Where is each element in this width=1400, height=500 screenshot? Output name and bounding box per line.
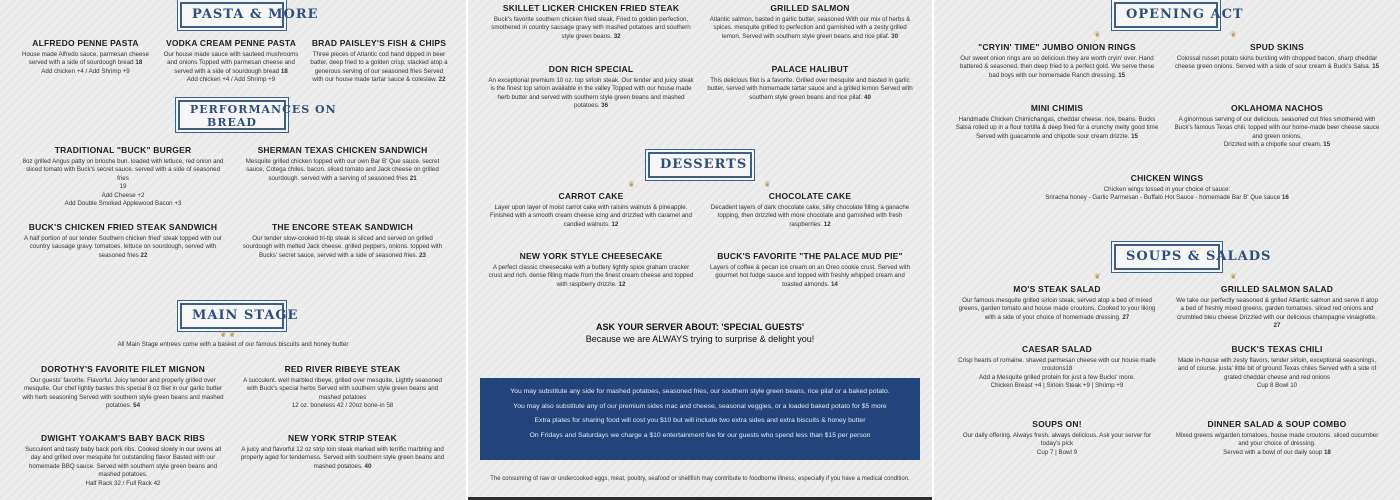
item-extra: Add a Mesquite grilled protein for just a few Bucks' more. (979, 373, 1135, 381)
item-name: SOUPS ON! (1032, 419, 1082, 429)
menu-item (954, 419, 1160, 457)
item-name: THE ENCORE STEAK SANDWICH (271, 222, 413, 232)
flourish-icon: ❦ (628, 180, 635, 189)
item-name: SPUD SKINS (1250, 42, 1304, 52)
item-addon: Add chicken +4 / Add Shrimp +9 (41, 67, 130, 75)
menu-page-left (0, 0, 466, 500)
section-title: PASTA & MORE (192, 7, 319, 22)
menu-item (1034, 173, 1300, 203)
menu-item (1174, 42, 1380, 72)
info-line: You may also substitute any of our premium sides mac and cheese, seasonal veggies, or a loaded baked potato for $5 more (513, 402, 887, 410)
menu-page-right (934, 0, 1400, 500)
item-name: DWIGHT YOAKAM'S BABY BACK RIBS (40, 433, 206, 443)
menu-item (1174, 103, 1380, 150)
item-description: This delicious filet is a favorite. Grilled over mesquite and basted in garlic butter, served with homemade tartar sauce and a grilled lemon Served with southern style green beans and rice pilaf. 40 (707, 77, 913, 101)
special-guests-subtitle: Because we are ALWAYS trying to surprise & delight you! (585, 334, 815, 344)
item-name: NEW YORK STYLE CHEESECAKE (519, 251, 663, 261)
item-name: CARROT CAKE (558, 191, 624, 201)
menu-item (20, 145, 226, 208)
menu-item (486, 3, 696, 41)
item-name: BRAD PAISLEY'S FISH & CHIPS (311, 38, 447, 48)
menu-item (1174, 419, 1380, 457)
section-banner-desserts (648, 152, 752, 178)
info-line: On Fridays and Saturdays we charge a $10 entertainment fee for our guests who spend less than $15 per person (529, 431, 871, 439)
flourish-icon: ❦ (1094, 272, 1101, 281)
section-title: SOUPS & SALADS (1126, 249, 1272, 264)
menu-item (1174, 284, 1380, 331)
item-name: PALACE HALIBUT (771, 64, 849, 74)
menu-item (240, 222, 445, 260)
section-banner-performances (178, 100, 337, 130)
item-name: TRADITIONAL "BUCK" BURGER (54, 145, 192, 155)
item-description: Made in-house with zesty flavors, tender sirloin, exceptional seasonings, and of course. justa' little bit of ground Texas chiles Served with a side of grated cheddar cheese and red onions (1177, 357, 1377, 381)
menu-item (240, 145, 445, 183)
item-description: Our house made sauce with sauteed mushrooms and onions Topped with parmesan cheese and served with a side of sourdough bread 18 (163, 51, 299, 75)
item-extra: Chicken Breast +4 | Sirloin Steak +9 | Shrimp +9 (990, 382, 1124, 390)
section-banner-soups-salads (1114, 244, 1272, 270)
item-name: DOROTHY'S FAVORITE FILET MIGNON (41, 364, 205, 374)
section-title: OPENING ACT (1126, 7, 1244, 22)
item-description: Handmade Chicken Chimichangas, cheddar cheese. rice, beans. Bucks Salsa rolled up in a flour tortilla & deep fried for a crunchy melty good time Served with guacamole and chipotle sour cream drizzle. 15 (955, 116, 1159, 140)
item-description: Colossal russet potato skins bursting with chopped bacon, sharp cheddar cheese green onions. Served with a side of sour cream & Buck's Salsa. 15 (1174, 55, 1380, 71)
menu-item (160, 38, 302, 85)
item-name: GRILLED SALMON SALAD (1220, 284, 1334, 294)
section-banner-pasta (180, 2, 319, 28)
item-description: House made Alfredo sauce, parmesan cheese served with a side of sourdough bread 18 (22, 51, 149, 67)
item-name: BUCK'S CHICKEN FRIED STEAK SANDWICH (28, 222, 218, 232)
flourish-icon: ❦ (764, 180, 771, 189)
item-name: VODKA CREAM PENNE PASTA (165, 38, 297, 48)
item-name: NEW YORK STRIP STEAK (287, 433, 397, 443)
item-description: Our famous mesquite grilled sirloin steak, served atop a bed of mixed greens, garden tomato and house made croutons. Cooked to your liking with a side of your choice of homemade dressing. 27 (958, 297, 1156, 321)
menu-item (486, 191, 696, 229)
item-description: Decadent layers of dark chocolate cake, silky chocolate filling a ganache topping, then drizzled with more chocolate and garnished with fresh raspberries. 12 (710, 204, 910, 228)
item-name: SHERMAN TEXAS CHICKEN SANDWICH (257, 145, 428, 155)
flourish-icon: ❦ ❦ (220, 330, 236, 339)
item-description: Succulent and tasty baby back pork ribs. Cooked slowly in our ovens all day and grilled over mesquite for outstanding flavor Basted with our homemade BBQ sauce. Served with southern style green beans and mashed potatoes. (24, 446, 222, 479)
menu-item (18, 38, 153, 76)
item-name: OKLAHOMA NACHOS (1231, 103, 1323, 113)
item-description: We take our perfectly seasoned & grilled Atlantic salmon and serve it atop a bed of freshly mixed greens, garden tomatoes. sliced red onions and crumbled bleu cheese Drizzled with our delicious champagne vinaigrette. 27 (1176, 297, 1378, 330)
item-description: An exceptional premium 10 oz. top sirloin steak. Our tender and juicy steak is the finest top sirloin available in the valley Topped with our house made herb butter and served with southern style green beans and mashed potatoes. 36 (488, 77, 694, 110)
item-name: "CRYIN' TIME" JUMBO ONION RINGS (978, 42, 1136, 52)
menu-item (20, 433, 226, 488)
item-name: RED RIVER RIBEYE STEAK (284, 364, 401, 374)
substitution-info-box (480, 378, 920, 460)
item-name: DON RICH SPECIAL (548, 64, 634, 74)
item-description: Chicken wings tossed in your choice of sauce: (1103, 186, 1231, 193)
item-description: 8oz grilled Angus patty on brioche bun. loaded with lettuce, red onion and sliced tomato with Buck's secret sauce. served with a side of seasoned fries 19 (22, 158, 224, 191)
item-extra: Drizzled with a chipotle sour cream. 15 (1223, 141, 1331, 149)
item-description: A ginormous serving of our delicious. seasoned cut fries smothered with Buck's famous Texas chili. topped with our home-made beer cheese sauce and green onions. (1174, 116, 1380, 140)
menu-item (486, 251, 696, 289)
item-description: Three pieces of Atlantic cod hand dipped in beer batter, deep fried to a golden crisp, stacked atop a generous serving of our seasoned fries Served with our house made tartar sauce & coleslaw. 22 (310, 51, 448, 84)
section-title: DESSERTS (660, 157, 748, 172)
info-line: Extra plates for sharing food will cost you $10 but will include two extra sides and extra biscuits & honey butter (534, 417, 866, 424)
flourish-icon: ❦ (1230, 30, 1237, 39)
info-line: You may substitute any side for mashed potatoes, seasoned fries, our southern style green beans, rice pilaf or a baked potato. (510, 388, 890, 395)
item-description: A perfect classic cheesecake with a buttery lightly spice graham cracker crust and rich. dense filling made from the finest cream cheese and topped with raspberry drizzle. 12 (488, 264, 694, 288)
item-description: Layers of coffee & pecan ice cream on an Oreo cookie crust. Served with gourmet hot fudge sauce and topped with freshly whipped cream and toasted almonds. 14 (709, 264, 911, 288)
menu-item (706, 191, 914, 229)
item-price-line: Half Rack 32 / Full Rack 42 (85, 479, 161, 487)
menu-item (706, 64, 914, 102)
item-name: GRILLED SALMON (770, 3, 850, 13)
menu-item (954, 284, 1160, 322)
item-description: Mixed greens w/garden tomatoes, house made croutons. sliced cucumber and your choice of dressing. (1175, 432, 1379, 448)
flourish-icon: ❦ (1094, 30, 1101, 39)
menu-item (310, 38, 448, 85)
item-name: CHOCOLATE CAKE (768, 191, 852, 201)
section-banner-opening-act (1114, 2, 1244, 28)
menu-item (954, 344, 1160, 391)
section-title: MAIN STAGE (192, 308, 299, 323)
flourish-icon: ❦ (1230, 272, 1237, 281)
item-name: CAESAR SALAD (1022, 344, 1092, 354)
section-title: PERFORMANCES ON (190, 103, 337, 116)
item-addon: Add Cheese +2 (101, 191, 145, 199)
menu-page-middle (468, 0, 932, 500)
item-name: MINI CHIMIS (1030, 103, 1084, 113)
item-name: BUCK'S TEXAS CHILI (1231, 344, 1323, 354)
menu-item (1174, 344, 1380, 391)
item-name: MO'S STEAK SALAD (1013, 284, 1101, 294)
menu-item (954, 42, 1160, 80)
item-price-line: 12 oz. boneless 42 / 20oz bone-in 58 (291, 402, 394, 410)
menu-item (486, 64, 696, 111)
item-addon: Add Double Smoked Applewood Bacon +3 (64, 200, 182, 208)
menu-item (240, 364, 445, 411)
special-guests-title: ASK YOUR SERVER ABOUT: 'SPECIAL GUESTS' (596, 322, 804, 332)
item-name: ALFREDO PENNE PASTA (32, 38, 139, 48)
item-name: BUCK'S FAVORITE "THE PALACE MUD PIE" (717, 251, 903, 261)
menu-item (706, 251, 914, 289)
item-name: CHICKEN WINGS (1130, 173, 1204, 183)
item-description: Our tender slow-cooked tri-tip steak is sliced and served on grilled sourdough with melted Jack cheese. grilled peppers, onions. topped with Bucks' secret sauce, served with a side of seasoned fries. 23 (242, 235, 443, 259)
item-description: A juicy and flavorful 12 oz strip loin steak marked with terrific marbling and properly aged for tenderness. Served with southern style green beans and mashed potatoes. 40 (240, 446, 445, 470)
menu-item (240, 433, 445, 471)
item-description: Our daily offering. Always fresh. always delicious. Ask your server for today's pick (962, 432, 1152, 448)
health-disclaimer: The consuming of raw or undercooked eggs, meat, poultry, seafood or shellfish may contribute to foodborne illness, especially if you have a medical condition. (490, 476, 910, 482)
item-description: Crisp hearts of romaine. shaved parmesan cheese with our house made croutons18 (958, 357, 1156, 373)
item-name: SKILLET LICKER CHICKEN FRIED STEAK (502, 3, 680, 13)
menu-item (20, 222, 226, 260)
item-description: Buck's favorite southern chicken fried steak. Fried to golden perfection, smothered in country sausage gravy with mashed potatoes and southern style green beans. 32 (491, 16, 691, 40)
item-addon: Add chicken +4 / Add Shrimp +9 (186, 76, 276, 84)
item-extra: Sriracha honey - Garlic Parmesan - Buffalo Hot Sauce - homemade Bar B' Que sauce 16 (1045, 194, 1289, 202)
item-description: A half portion of our tender Southern chicken fried' steak topped with our country sausage gravy. tomatoes. lettuce on sourdough, served with seasoned fries 22 (24, 235, 222, 259)
item-description: A succulent. well marbled ribeye, grilled over mesquite, Lightly seasoned with Buck's special herbs Served with southern style green beans and mashed potatoes (243, 377, 442, 401)
section-banner-main-stage (180, 303, 299, 329)
section-title: BREAD (207, 116, 257, 129)
item-description: Atlantic salmon, basted in garlic butter, seasoned With our mix of herbs & spices. mesquite grilled to perfection and garnished with a zesty grilled lemon. Served with southern style green beans and rice pilaf. 30 (709, 16, 911, 40)
item-name: DINNER SALAD & SOUP COMBO (1207, 419, 1347, 429)
item-description: Our sweet onion rings are so delicious they are worth cryin' over. Hand battered & seasoned. then deep fried to a perfect gold. We serve these bad boys with our homemade Ranch dressing. 15 (959, 55, 1155, 79)
section-note: All Main Stage entrees come with a basket of our famous biscuits and honey butter (117, 341, 349, 348)
item-description: Our guests' favorite. Flavorful. Juicy tender and properly grilled over mesquite. Our chef lightly bastes this special 8 oz filet in our garlic butter with herb seasoning Served with southern style green beans and mashed potatoes. 54 (22, 377, 224, 410)
item-description: Layer upon layer of moist carrot cake with raisins walnuts & pineapple. Finished with a smooth cream cheese icing and drizzled with caramel and candied walnuts. 12 (490, 204, 692, 228)
item-description: Mesquite grilled chicken topped with our own Bar B' Que sauce. secret sauce, Cotega chiles. bacon. sliced tomato and Jack cheese on grilled sourdough. served with a serving of seasoned fries 21 (245, 158, 440, 182)
item-extra: Served with a bowl of our daily soup 18 (1223, 448, 1331, 456)
item-extra: Cup 7 | Bowl 9 (1036, 448, 1078, 456)
menu-item (706, 3, 914, 41)
menu-item (954, 103, 1160, 141)
item-extra: Cup 8 Bowl 10 (1256, 382, 1298, 390)
menu-item (20, 364, 226, 411)
